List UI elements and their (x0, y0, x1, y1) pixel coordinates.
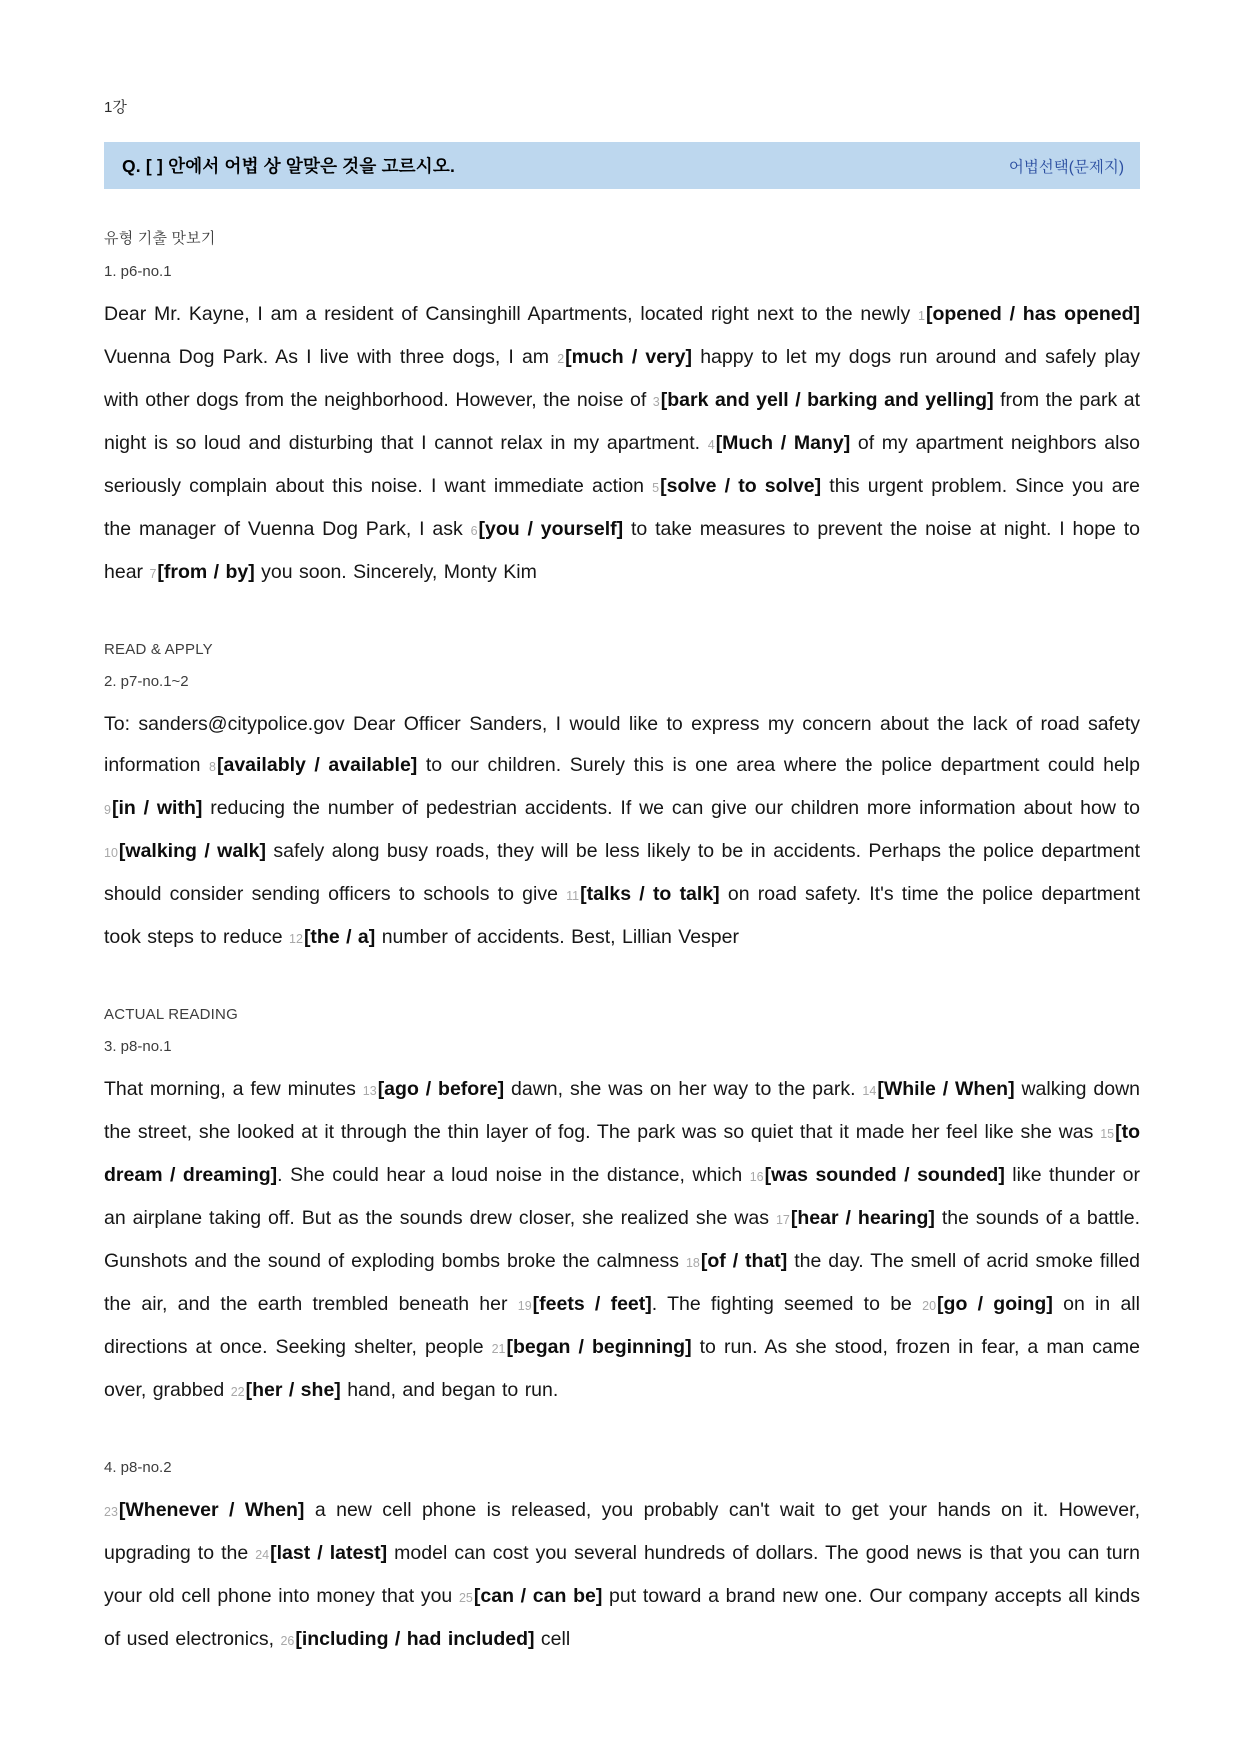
section-number: 2. p7-no.1~2 (104, 673, 189, 690)
choice-number: 15 (1100, 1127, 1115, 1141)
choice-options: [solve / to solve] (660, 475, 822, 497)
choice-options: [feets / feet] (532, 1293, 652, 1315)
choice-number: 16 (749, 1170, 764, 1184)
choice-options: [ago / before] (377, 1078, 505, 1100)
choice-options: [Much / Many] (715, 432, 851, 454)
choice-options: [talks / to talk] (580, 883, 720, 905)
choice-options: [her / she] (245, 1379, 341, 1401)
question-title: Q. [ ] 안에서 어법 상 알맞은 것을 고르시오. (122, 156, 456, 176)
choice-number: 25 (458, 1591, 473, 1605)
passage-text: To: sanders@citypolice.gov Dear Officer Sanders, I would like to express my concern about the lack of road safety information 8[availably / available] to our children. Surely this is one area where the police department could help 9[in / with] reducing the number of pedestrian accidents. If we can give our children more information about how to 10[walking / walk] safely along busy roads, they will be less likely to be in accidents. Perhaps the police department should consider sending officers to schools to give 11[talks / to talk] on road safety. It's time the police department took steps to reduce 12[the / a] number of accidents. Best, Lillian Vesper (104, 713, 1141, 948)
choice-number: 9 (104, 803, 111, 817)
choice-options: [Whenever / When] (118, 1499, 305, 1521)
choice-number: 7 (149, 567, 157, 581)
choice-number: 5 (652, 481, 660, 495)
choice-options: [go / going] (937, 1293, 1053, 1315)
choice-options: [much / very] (565, 346, 693, 368)
choice-number: 17 (775, 1213, 790, 1227)
choice-options: [in / with] (111, 797, 203, 819)
choice-options: [bark and yell / barking and yelling] (660, 389, 994, 411)
choice-options: [you / yourself] (478, 518, 624, 540)
choice-number: 22 (230, 1385, 245, 1399)
choice-number: 3 (652, 395, 660, 409)
choice-options: [began / beginning] (506, 1336, 692, 1358)
section-number: 3. p8-no.1 (104, 1038, 172, 1055)
choice-options: [While / When] (877, 1078, 1015, 1100)
choice-number: 24 (255, 1548, 270, 1562)
choice-number: 6 (470, 524, 478, 538)
choice-number: 20 (922, 1299, 937, 1313)
section-heading: ACTUAL READING (104, 1006, 238, 1023)
passage-text: Dear Mr. Kayne, I am a resident of Cansinghill Apartments, located right next to the newly 1[opened / has opened] Vuenna Dog Park. As I live with three dogs, I am 2[much / very] happy to let my dogs run around and safely play with other dogs from the neighborhood. However, the noise of 3[bark and yell / barking and yelling] from the park at night is so loud and disturbing that I cannot relax in my apartment. 4[Much / Many] of my apartment neighbors also seriously complain about this noise. I want immediate action 5[solve / to solve] this urgent problem. Since you are the manager of Vuenna Dog Park, I ask 6[you / yourself] to take measures to prevent the noise at night. I hope to hear 7[from / by] you soon. Sincerely, Monty Kim (104, 303, 1141, 583)
choice-options: [including / had included] (295, 1628, 535, 1650)
section-number: 1. p6-no.1 (104, 263, 172, 280)
choice-options: [the / a] (303, 926, 376, 948)
choice-number: 1 (918, 309, 925, 323)
choice-options: [walking / walk] (118, 840, 266, 862)
choice-number: 10 (104, 846, 118, 860)
section-actual-reading (104, 1006, 1140, 1413)
section-intro (104, 227, 1140, 595)
choice-number: 21 (491, 1342, 506, 1356)
choice-options: [of / that] (700, 1250, 788, 1272)
question-type-tag: 어법선택(문제지) (1008, 158, 1124, 176)
choice-options: [last / latest] (270, 1542, 388, 1564)
choice-number: 23 (104, 1505, 118, 1519)
choice-number: 26 (280, 1634, 295, 1648)
section-heading: READ & APPLY (104, 641, 213, 658)
choice-number: 4 (707, 438, 715, 452)
choice-number: 14 (862, 1084, 877, 1098)
choice-number: 8 (209, 760, 216, 774)
choice-options: [can / can be] (473, 1585, 603, 1607)
choice-options: [from / by] (157, 561, 255, 583)
choice-number: 2 (557, 352, 565, 366)
choice-options: [to dream / dreaming] (104, 1121, 1140, 1186)
choice-options: [hear / hearing] (790, 1207, 935, 1229)
section-number: 4. p8-no.2 (104, 1459, 172, 1476)
passage-text: 23[Whenever / When] a new cell phone is released, you probably can't wait to get your hands on it. However, upgrading to the 24[last / latest] model can cost you several hundreds of dollars. The good news is that you can turn your old cell phone into money that you 25[can / can be] put toward a brand new one. Our company accepts all kinds of used electronics, 26[including / had included] cell (104, 1499, 1140, 1650)
section-heading: 유형 기출 맛보기 (104, 230, 216, 247)
choice-number: 12 (289, 932, 303, 946)
choice-number: 18 (685, 1256, 700, 1270)
choice-number: 19 (517, 1299, 532, 1313)
passage-text: That morning, a few minutes 13[ago / before] dawn, she was on her way to the park. 14[While / When] walking down the street, she looked at it through the thin layer of fog. The park was so quiet that it made her feel like she was 15[to dream / dreaming]. She could hear a loud noise in the distance, which 16[was sounded / sounded] like thunder or an airplane taking off. But as the sounds drew closer, she realized she was 17[hear / hearing] the sounds of a battle. Gunshots and the sound of exploding bombs broke the calmness 18[of / that] the day. The smell of acrid smoke filled the air, and the earth trembled beneath her 19[feets / feet]. The fighting seemed to be 20[go / going] on in all directions at once. Seeking shelter, people 21[began / beginning] to run. As she stood, frozen in fear, a man came over, grabbed 22[her / she] hand, and began to run. (104, 1078, 1141, 1401)
choice-number: 13 (362, 1084, 377, 1098)
section-4 (104, 1459, 1140, 1662)
choice-options: [availably / available] (216, 754, 418, 776)
choice-number: 11 (566, 889, 580, 903)
section-read-apply (104, 641, 1140, 960)
question-header-bar (104, 142, 1140, 189)
choice-options: [opened / has opened] (925, 303, 1140, 325)
choice-options: [was sounded / sounded] (764, 1164, 1005, 1186)
lesson-label: 1강 (104, 99, 127, 116)
